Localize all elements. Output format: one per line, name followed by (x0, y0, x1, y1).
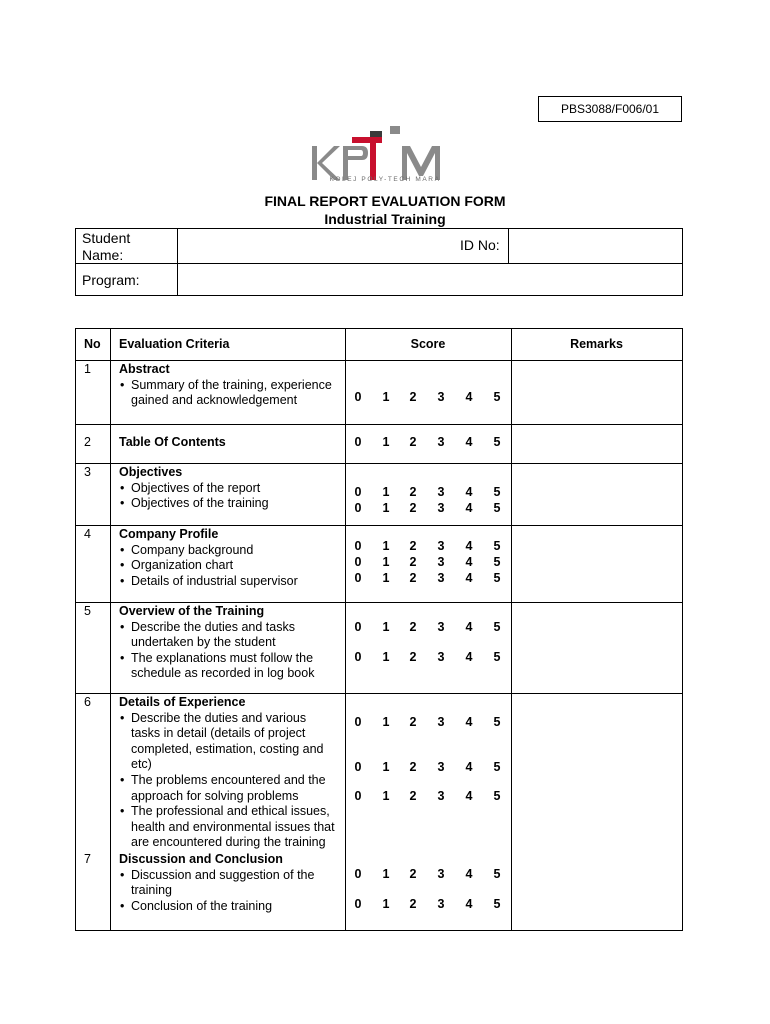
score-option-5[interactable]: 5 (493, 555, 501, 569)
score-option-5[interactable]: 5 (493, 760, 501, 774)
score-option-4[interactable]: 4 (465, 501, 473, 515)
score-option-3[interactable]: 3 (437, 760, 445, 774)
score-option-0[interactable]: 0 (354, 897, 362, 911)
score-option-1[interactable]: 1 (382, 760, 390, 774)
score-option-1[interactable]: 1 (382, 390, 390, 404)
score-option-1[interactable]: 1 (382, 897, 390, 911)
score-option-5[interactable]: 5 (493, 867, 501, 881)
score-option-4[interactable]: 4 (465, 867, 473, 881)
score-option-4[interactable]: 4 (465, 715, 473, 729)
score-option-0[interactable]: 0 (354, 760, 362, 774)
score-option-2[interactable]: 2 (409, 435, 417, 449)
remarks-field[interactable] (512, 693, 682, 850)
score-option-3[interactable]: 3 (437, 897, 445, 911)
score-option-2[interactable]: 2 (409, 715, 417, 729)
remarks-field[interactable] (512, 525, 682, 602)
score-option-2[interactable]: 2 (409, 620, 417, 634)
criteria-title: Table Of Contents (119, 435, 226, 449)
criteria-title: Details of Experience (119, 695, 246, 709)
criteria-bullet: • Describe the duties and various tasks in detail (details of project completed, estimation, costing and etc) (119, 711, 351, 773)
score-option-4[interactable]: 4 (465, 539, 473, 553)
criteria-bullet: • Organization chart (119, 558, 351, 574)
program-label: Program: (82, 272, 140, 288)
remarks-field[interactable] (512, 463, 682, 525)
logo-subtitle: KOLEJ POLY-TECH MARA (329, 176, 441, 183)
score-option-2[interactable]: 2 (409, 760, 417, 774)
score-option-2[interactable]: 2 (409, 789, 417, 803)
score-option-5[interactable]: 5 (493, 501, 501, 515)
criteria-bullet: • Discussion and suggestion of the training (119, 868, 351, 899)
score-option-3[interactable]: 3 (437, 555, 445, 569)
score-option-5[interactable]: 5 (493, 650, 501, 664)
score-option-1[interactable]: 1 (382, 539, 390, 553)
header-no: No (84, 337, 101, 351)
score-option-0[interactable]: 0 (354, 620, 362, 634)
criteria-cell (119, 435, 351, 451)
criteria-bullet: • Summary of the training, experience gained and acknowledgement (119, 378, 351, 409)
student-info-table (75, 228, 683, 296)
score-option-3[interactable]: 3 (437, 501, 445, 515)
evaluation-table (75, 328, 683, 931)
criteria-bullet: • The professional and ethical issues, health and environmental issues that are encountered during the training (119, 804, 351, 851)
score-option-2[interactable]: 2 (409, 539, 417, 553)
score-option-2[interactable]: 2 (409, 485, 417, 499)
score-option-5[interactable]: 5 (493, 485, 501, 499)
score-option-1[interactable]: 1 (382, 571, 390, 585)
score-option-5[interactable]: 5 (493, 571, 501, 585)
remarks-field[interactable] (512, 424, 682, 463)
score-option-1[interactable]: 1 (382, 620, 390, 634)
score-option-0[interactable]: 0 (354, 715, 362, 729)
row-number: 6 (84, 695, 91, 709)
row-number: 7 (84, 852, 91, 866)
header-remarks: Remarks (570, 337, 623, 351)
score-option-3[interactable]: 3 (437, 650, 445, 664)
row-number: 4 (84, 527, 91, 541)
id-label: ID No: (460, 237, 500, 253)
score-option-1[interactable]: 1 (382, 555, 390, 569)
criteria-bullet: • Describe the duties and tasks undertaken by the student (119, 620, 351, 651)
score-option-4[interactable]: 4 (465, 620, 473, 634)
id-field[interactable] (509, 229, 682, 263)
score-option-2[interactable]: 2 (409, 650, 417, 664)
score-option-1[interactable]: 1 (382, 867, 390, 881)
row-number: 3 (84, 465, 91, 479)
criteria-title: Company Profile (119, 527, 219, 541)
score-option-0[interactable]: 0 (354, 435, 362, 449)
criteria-cell (119, 604, 351, 682)
header-score: Score (410, 337, 446, 351)
form-subtitle: Industrial Training (324, 211, 446, 227)
criteria-bullet: • The explanations must follow the schedule as recorded in log book (119, 651, 351, 682)
criteria-bullet: • Objectives of the training (119, 496, 351, 512)
score-option-4[interactable]: 4 (465, 555, 473, 569)
program-field[interactable] (178, 264, 682, 295)
criteria-title: Abstract (119, 362, 170, 376)
score-option-3[interactable]: 3 (437, 571, 445, 585)
score-option-4[interactable]: 4 (465, 897, 473, 911)
criteria-cell (119, 362, 351, 409)
criteria-cell (119, 695, 351, 851)
score-option-5[interactable]: 5 (493, 897, 501, 911)
score-option-0[interactable]: 0 (354, 789, 362, 803)
score-option-0[interactable]: 0 (354, 501, 362, 515)
score-option-5[interactable]: 5 (493, 789, 501, 803)
score-option-0[interactable]: 0 (354, 485, 362, 499)
criteria-cell (119, 465, 351, 512)
score-option-3[interactable]: 3 (437, 867, 445, 881)
score-option-5[interactable]: 5 (493, 715, 501, 729)
row-number: 5 (84, 604, 91, 618)
score-option-2[interactable]: 2 (409, 571, 417, 585)
row-number: 1 (84, 362, 91, 376)
score-option-0[interactable]: 0 (354, 571, 362, 585)
score-option-1[interactable]: 1 (382, 715, 390, 729)
score-option-1[interactable]: 1 (382, 650, 390, 664)
criteria-title: Discussion and Conclusion (119, 852, 283, 866)
criteria-cell (119, 527, 351, 589)
score-option-3[interactable]: 3 (437, 620, 445, 634)
score-option-0[interactable]: 0 (354, 539, 362, 553)
remarks-field[interactable] (512, 602, 682, 693)
criteria-bullet: • The problems encountered and the approach for solving problems (119, 773, 351, 804)
score-option-1[interactable]: 1 (382, 485, 390, 499)
criteria-title: Objectives (119, 465, 183, 479)
remarks-field[interactable] (512, 360, 682, 424)
remarks-field[interactable] (512, 850, 682, 930)
student-name-label: Student Name: (82, 230, 131, 263)
score-option-2[interactable]: 2 (409, 897, 417, 911)
score-option-2[interactable]: 2 (409, 555, 417, 569)
form-title: FINAL REPORT EVALUATION FORM (264, 193, 506, 209)
score-option-2[interactable]: 2 (409, 390, 417, 404)
score-option-5[interactable]: 5 (493, 539, 501, 553)
criteria-bullet: • Conclusion of the training (119, 899, 351, 915)
criteria-bullet: • Company background (119, 543, 351, 559)
score-option-4[interactable]: 4 (465, 650, 473, 664)
score-option-3[interactable]: 3 (437, 435, 445, 449)
score-option-1[interactable]: 1 (382, 501, 390, 515)
criteria-cell (119, 852, 351, 914)
row-number: 2 (84, 435, 91, 449)
score-option-1[interactable]: 1 (382, 789, 390, 803)
score-option-5[interactable]: 5 (493, 620, 501, 634)
score-option-4[interactable]: 4 (465, 390, 473, 404)
score-option-3[interactable]: 3 (437, 485, 445, 499)
score-option-0[interactable]: 0 (354, 390, 362, 404)
document-reference: PBS3088/F006/01 (538, 96, 682, 122)
score-option-1[interactable]: 1 (382, 435, 390, 449)
score-option-4[interactable]: 4 (465, 789, 473, 803)
score-option-4[interactable]: 4 (465, 760, 473, 774)
score-option-4[interactable]: 4 (465, 485, 473, 499)
score-option-0[interactable]: 0 (354, 867, 362, 881)
score-option-3[interactable]: 3 (437, 390, 445, 404)
criteria-title: Overview of the Training (119, 604, 265, 618)
score-option-5[interactable]: 5 (493, 390, 501, 404)
score-option-0[interactable]: 0 (354, 650, 362, 664)
score-option-3[interactable]: 3 (437, 715, 445, 729)
criteria-bullet: • Details of industrial supervisor (119, 574, 351, 590)
score-option-4[interactable]: 4 (465, 571, 473, 585)
header-criteria: Evaluation Criteria (119, 337, 230, 351)
score-option-0[interactable]: 0 (354, 555, 362, 569)
score-option-5[interactable]: 5 (493, 435, 501, 449)
score-option-2[interactable]: 2 (409, 867, 417, 881)
score-option-4[interactable]: 4 (465, 435, 473, 449)
student-name-field[interactable] (178, 229, 458, 263)
score-option-3[interactable]: 3 (437, 539, 445, 553)
score-option-3[interactable]: 3 (437, 789, 445, 803)
score-option-2[interactable]: 2 (409, 501, 417, 515)
criteria-bullet: • Objectives of the report (119, 481, 351, 497)
